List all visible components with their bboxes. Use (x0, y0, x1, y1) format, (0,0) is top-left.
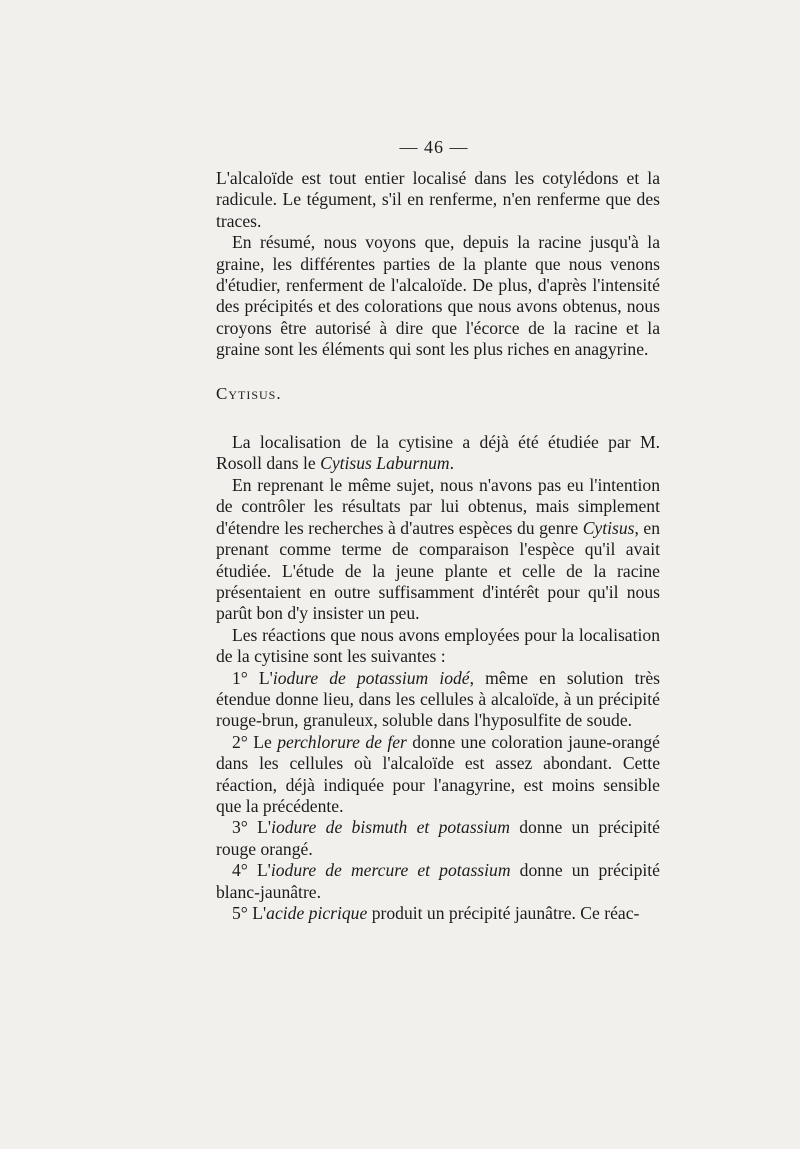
page-number: — 46 — (399, 137, 469, 157)
list-item: 1° L'iodure de potassium iodé, même en solution très étendue donne lieu, dans les cellules à alcaloïde, à un précipité rouge-brun, granuleux, soluble dans l'hyposulfite de soude. (216, 667, 660, 731)
list-item: 2° Le perchlorure de fer donne une coloration jaune-orangé dans les cellules où l'alcaloïde est assez abondant. Cette réaction, déjà indiquée pour l'anagyrine, est moins sensible que la précédente. (216, 731, 660, 816)
paragraph: En reprenant le même sujet, nous n'avons pas eu l'intention de contrôler les résultats par lui obtenus, mais simplement d'étendre les recherches à d'autres espèces du genre Cytisus, en prenant comme terme de comparaison l'espèce qu'il avait étudiée. L'étude de la jeune plante et celle de la racine présentaient en outre suffisamment d'intérêt pour qu'il nous parût bon d'y insister un peu. (216, 474, 661, 624)
list-item: 4° L'iodure de mercure et potassium donne un précipité blanc-jaunâtre. (216, 860, 660, 902)
paragraph: Les réactions que nous avons employées pour la localisation de la cytisine sont les suivantes : (216, 624, 660, 667)
list-item: 5° L'acide picrique produit un précipité jaunâtre. Ce réac- (232, 903, 640, 923)
body-text (216, 168, 660, 924)
section-heading: Cytisus. (216, 383, 282, 403)
list-item: 3° L'iodure de bismuth et potassium donne un précipité rouge orangé. (216, 817, 660, 859)
paragraph: L'alcaloïde est tout entier localisé dans les cotylédons et la radicule. Le tégument, s'il en renferme, n'en renferme que des traces. (216, 168, 660, 231)
paragraph: La localisation de la cytisine a déjà été étudiée par M. Rosoll dans le Cytisus Laburnum. (216, 432, 660, 474)
paragraph: En résumé, nous voyons que, depuis la racine jusqu'à la graine, les différentes parties de la plante que nous venons d'étudier, renferment de l'alcaloïde. De plus, d'après l'intensité des précipités et des colorations que nous avons obtenus, nous croyons être autorisé à dire que l'écorce de la racine et la graine sont les éléments qui sont les plus riches en anagyrine. (216, 232, 660, 360)
